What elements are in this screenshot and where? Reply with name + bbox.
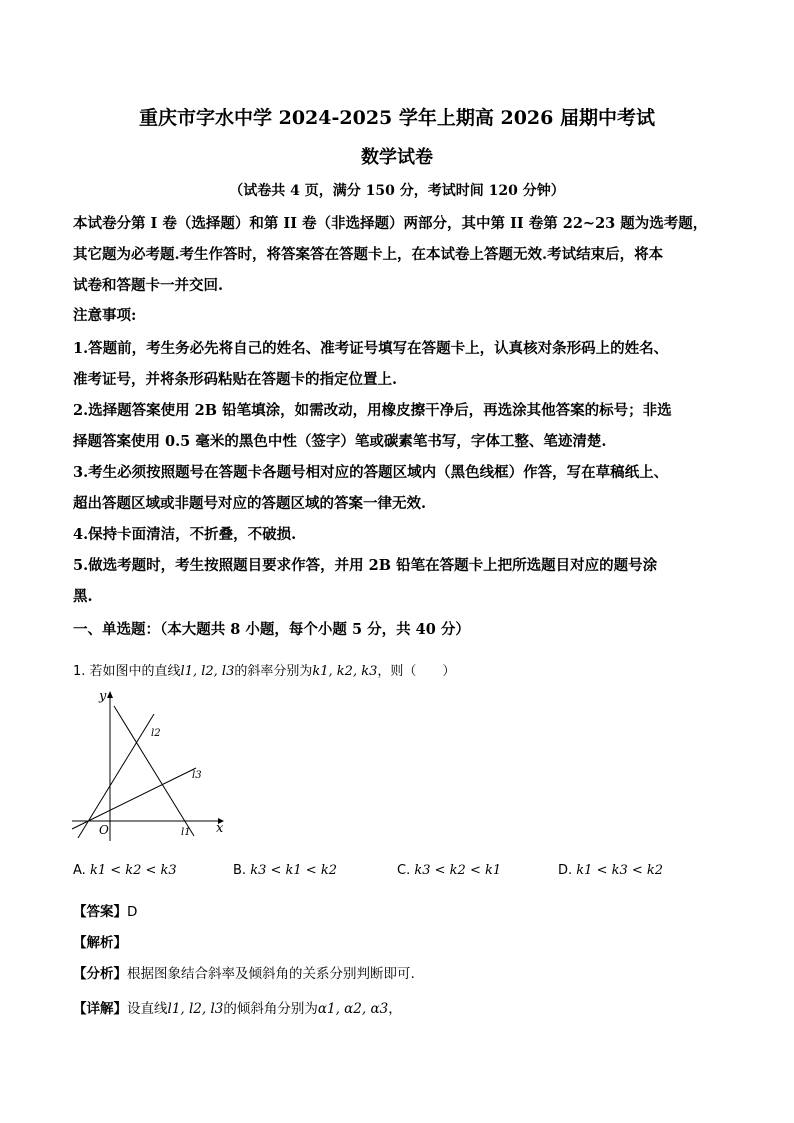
option-letter: B. xyxy=(233,863,247,878)
question-suffix: ，则（ ） xyxy=(377,664,456,679)
option-text: k1 < k3 < k2 xyxy=(576,863,664,878)
y-axis-arrow xyxy=(107,691,113,698)
line-l2 xyxy=(78,714,154,838)
question-prefix: 1. 若如图中的直线 xyxy=(73,664,181,679)
note-line: 黑. xyxy=(73,588,93,605)
notes-list xyxy=(73,333,723,612)
xiangjie-line xyxy=(73,997,402,1017)
note-line: 超出答题区域或非题号对应的答题区域的答案一律无效. xyxy=(73,495,427,512)
xiangjie-lines: l1, l2, l3 xyxy=(167,1001,224,1017)
option-d xyxy=(558,863,663,878)
l3-label: l3 xyxy=(192,770,202,781)
xiangjie-prefix: 设直线 xyxy=(127,1001,168,1017)
option-letter: C. xyxy=(397,863,411,878)
option-text: k3 < k1 < k2 xyxy=(250,863,337,878)
line-l1 xyxy=(114,706,194,836)
section-heading: 一、单选题：（本大题共 8 小题，每个小题 5 分，共 40 分） xyxy=(73,621,470,638)
exam-subtitle: 数学试卷 xyxy=(361,147,433,168)
fenxi-line xyxy=(73,962,415,982)
note-line: 1.答题前，考生务必先将自己的姓名、准考证号填写在答题卡上，认真核对条形码上的姓名、 xyxy=(73,340,669,357)
x-axis-label: x xyxy=(216,821,224,836)
xiangjie-angles: α1, α2, α3 xyxy=(317,1001,389,1017)
option-letter: A. xyxy=(73,863,86,878)
note-line: 2.选择题答案使用 2B 铅笔填涂，如需改动，用橡皮擦干净后，再选涂其他答案的标号；非选 xyxy=(73,402,672,419)
analysis-tag: 【解析】 xyxy=(73,935,127,951)
question-mid: 的斜率分别为 xyxy=(234,664,313,679)
notes-title: 注意事项: xyxy=(73,307,137,324)
question-slopes: k1, k2, k3 xyxy=(312,664,378,679)
answer-value: D xyxy=(127,904,138,920)
option-text: k1 < k2 < k3 xyxy=(89,863,177,878)
exam-info: （试卷共 4 页，满分 150 分，考试时间 120 分钟） xyxy=(229,183,565,199)
analysis-line xyxy=(73,931,127,951)
note-line: 4.保持卡面清洁，不折叠，不破损. xyxy=(73,526,297,543)
note-line: 准考证号，并将条形码粘贴在答题卡的指定位置上. xyxy=(73,371,398,388)
note-line: 3.考生必须按照题号在答题卡各题号相对应的答题区域内（黑色线框）作答，写在草稿纸上、 xyxy=(73,464,669,481)
note-line: 择题答案使用 0.5 毫米的黑色中性（签字）笔或碳素笔书写，字体工整、笔迹清楚. xyxy=(73,433,607,450)
intro-line: 其它题为必考题.考生作答时，将答案答在答题卡上，在本试卷上答题无效.考试结束后，将本 xyxy=(73,246,664,263)
question-1-figure xyxy=(66,686,236,846)
origin-label: O xyxy=(99,823,109,837)
question-1-stem xyxy=(73,660,455,679)
xiangjie-mid: 的倾斜角分别为 xyxy=(223,1001,318,1017)
option-c xyxy=(397,863,501,878)
y-axis-label: y xyxy=(99,689,107,704)
answer-tag: 【答案】 xyxy=(73,904,127,920)
question-lines: l1, l2, l3 xyxy=(180,664,235,679)
fenxi-text: 根据图象结合斜率及倾斜角的关系分别判断即可. xyxy=(127,966,415,982)
note-line: 5.做选考题时，考生按照题目要求作答，并用 2B 铅笔在答题卡上把所选题目对应的题号涂 xyxy=(73,557,658,574)
option-b xyxy=(233,863,337,878)
intro-line: 试卷和答题卡一并交回. xyxy=(73,277,224,294)
intro-line: 本试卷分第 I 卷（选择题）和第 II 卷（非选择题）两部分，其中第 II 卷第 22~23 题为选考题， xyxy=(73,215,708,232)
option-text: k3 < k2 < k1 xyxy=(414,863,502,878)
exam-title: 重庆市字水中学 2024-2025 学年上期高 2026 届期中考试 xyxy=(139,107,655,129)
xiangjie-tag: 【详解】 xyxy=(73,1001,127,1017)
l2-label: l2 xyxy=(151,728,161,739)
fenxi-tag: 【分析】 xyxy=(73,966,127,982)
line-l3 xyxy=(72,768,196,829)
answer-line xyxy=(73,900,137,920)
option-a xyxy=(73,863,177,878)
xiangjie-suffix: ， xyxy=(388,1001,402,1017)
intro-paragraph xyxy=(73,208,723,301)
l1-label: l1 xyxy=(181,827,191,838)
option-letter: D. xyxy=(558,863,573,878)
